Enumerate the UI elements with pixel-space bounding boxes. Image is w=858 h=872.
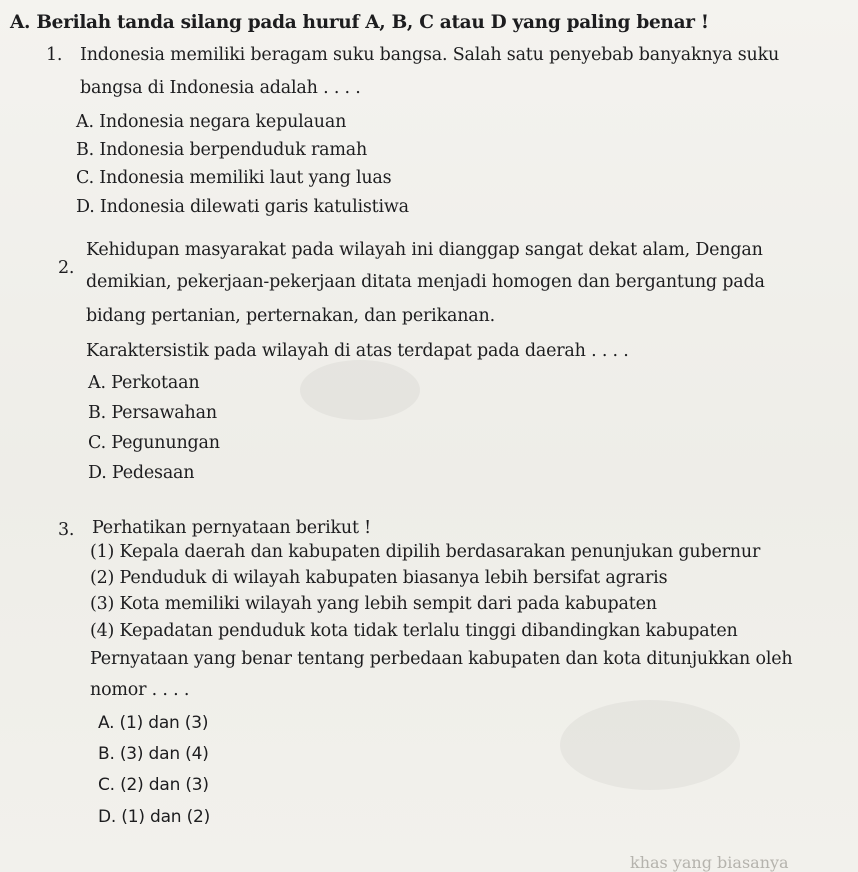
question-3-number: 3. bbox=[58, 520, 75, 540]
question-2-option-d[interactable]: D. Pedesaan bbox=[88, 463, 195, 483]
question-3-text-line-6: Pernyataan yang benar tentang perbedaan kabupaten dan kota ditunjukkan oleh bbox=[90, 649, 793, 669]
faded-bottom-text: khas yang biasanya bbox=[630, 853, 789, 872]
question-1-option-d[interactable]: D. Indonesia dilewati garis katulistiwa bbox=[76, 197, 409, 217]
question-3-option-c[interactable]: C. (2) dan (3) bbox=[98, 775, 209, 795]
question-2-option-b[interactable]: B. Persawahan bbox=[88, 403, 217, 423]
question-2-option-c[interactable]: C. Pegunungan bbox=[88, 433, 220, 453]
question-2-text-line-4: Karaktersistik pada wilayah di atas terdapat pada daerah . . . . bbox=[86, 341, 629, 361]
question-1-text-line-1: Indonesia memiliki beragam suku bangsa. Salah satu penyebab banyaknya suku bbox=[80, 45, 780, 65]
question-2-text-line-2: demikian, pekerjaan-pekerjaan ditata menjadi homogen dan bergantung pada bbox=[86, 272, 765, 292]
question-3-statement-3: (3) Kota memiliki wilayah yang lebih sempit dari pada kabupaten bbox=[90, 594, 657, 614]
question-3-statement-1: (1) Kepala daerah dan kabupaten dipilih berdasarakan penunjukan gubernur bbox=[90, 542, 761, 562]
question-1-option-c[interactable]: C. Indonesia memiliki laut yang luas bbox=[76, 168, 392, 188]
question-2-text-line-1: Kehidupan masyarakat pada wilayah ini dianggap sangat dekat alam, Dengan bbox=[86, 240, 763, 260]
question-1-number: 1. bbox=[46, 45, 63, 65]
question-1-option-b[interactable]: B. Indonesia berpenduduk ramah bbox=[76, 140, 368, 160]
question-1-text-line-2: bangsa di Indonesia adalah . . . . bbox=[80, 78, 361, 98]
question-3-option-a[interactable]: A. (1) dan (3) bbox=[98, 713, 209, 733]
question-2-number: 2. bbox=[58, 258, 75, 278]
question-3-statement-2: (2) Penduduk di wilayah kabupaten biasanya lebih bersifat agraris bbox=[90, 568, 668, 588]
question-3-text-line-1: Perhatikan pernyataan berikut ! bbox=[92, 518, 371, 538]
section-title: A. Berilah tanda silang pada huruf A, B, C atau D yang paling benar ! bbox=[10, 12, 709, 33]
paper-smudge bbox=[300, 360, 420, 420]
question-1-option-a[interactable]: A. Indonesia negara kepulauan bbox=[76, 112, 347, 132]
question-3-option-b[interactable]: B. (3) dan (4) bbox=[98, 744, 209, 764]
question-3-option-d[interactable]: D. (1) dan (2) bbox=[98, 807, 211, 827]
paper-smudge bbox=[560, 700, 740, 790]
question-2-text-line-3: bidang pertanian, perternakan, dan perikanan. bbox=[86, 306, 495, 326]
question-3-statement-4: (4) Kepadatan penduduk kota tidak terlalu tinggi dibandingkan kabupaten bbox=[90, 621, 738, 641]
question-2-option-a[interactable]: A. Perkotaan bbox=[88, 373, 200, 393]
question-3-text-line-7: nomor . . . . bbox=[90, 680, 190, 700]
